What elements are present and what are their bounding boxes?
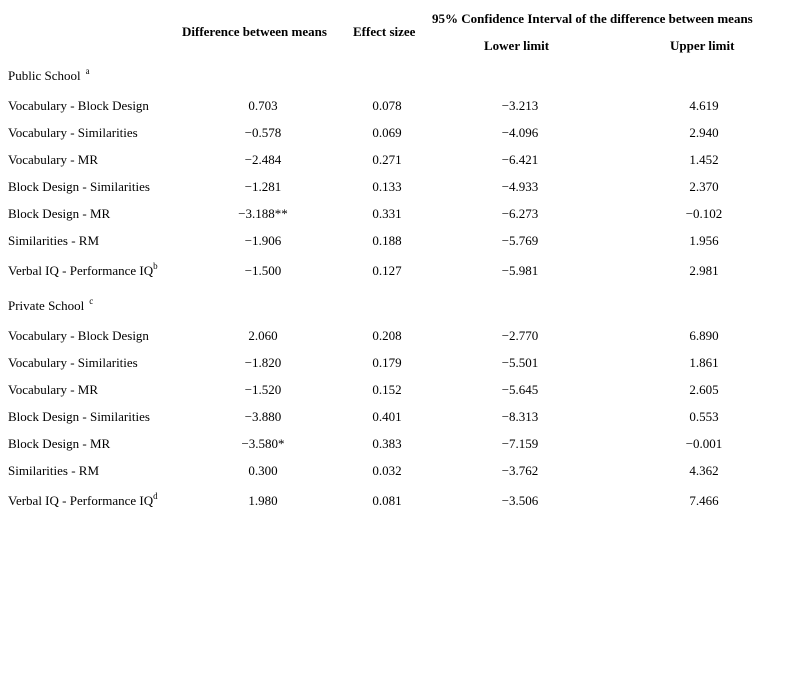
row-label-footnote: b <box>153 261 158 271</box>
row-label-text: Block Design - Similarities <box>8 409 150 424</box>
header-upper-limit: Upper limit <box>670 38 735 53</box>
row-label-text: Vocabulary - MR <box>8 152 99 167</box>
row-label-text: Block Design - Similarities <box>8 179 150 194</box>
effect-size-cell: 0.133 <box>372 179 402 194</box>
lower-limit-cell: −6.273 <box>501 206 539 221</box>
difference-cell: −1.281 <box>244 179 282 194</box>
table-row <box>0 407 801 427</box>
row-label-text: Block Design - MR <box>8 436 111 451</box>
upper-limit-cell: 0.553 <box>689 409 719 424</box>
row-label <box>8 150 98 170</box>
row-label-text: Verbal IQ - Performance IQ <box>8 493 154 508</box>
table-row <box>0 204 801 224</box>
upper-limit-cell: 4.619 <box>689 98 719 113</box>
upper-limit-cell: 1.452 <box>689 152 719 167</box>
table-row <box>0 380 801 400</box>
row-label-text: Vocabulary - MR <box>8 382 99 397</box>
lower-limit-cell: −8.313 <box>501 409 539 424</box>
section-title <box>8 68 90 84</box>
row-label-footnote: d <box>153 491 158 501</box>
table-row <box>0 150 801 170</box>
difference-cell: −0.578 <box>244 125 282 140</box>
row-label-text: Verbal IQ - Performance IQ <box>8 263 154 278</box>
upper-limit-cell: 7.466 <box>689 493 719 508</box>
upper-limit-cell: 2.940 <box>689 125 719 140</box>
row-label <box>8 204 110 224</box>
row-label <box>8 231 99 251</box>
effect-size-cell: 0.401 <box>372 409 402 424</box>
difference-cell: 0.703 <box>248 98 278 113</box>
effect-size-cell: 0.127 <box>372 263 402 278</box>
row-label <box>8 461 99 481</box>
difference-cell: −3.188** <box>238 206 288 221</box>
row-label-text: Vocabulary - Block Design <box>8 328 149 343</box>
upper-limit-cell: 6.890 <box>689 328 719 343</box>
table-row <box>0 96 801 116</box>
header-lower-limit: Lower limit <box>484 38 550 53</box>
table-row <box>0 434 801 454</box>
table-row <box>0 231 801 251</box>
row-label <box>8 96 149 116</box>
effect-size-cell: 0.152 <box>372 382 402 397</box>
lower-limit-cell: −4.096 <box>501 125 539 140</box>
row-label-text: Block Design - MR <box>8 206 111 221</box>
row-label-text: Vocabulary - Similarities <box>8 355 138 370</box>
row-label <box>8 177 150 197</box>
upper-limit-cell: −0.102 <box>685 206 723 221</box>
section-title-footnote: a <box>85 66 90 76</box>
effect-size-cell: 0.078 <box>372 98 402 113</box>
effect-size-cell: 0.271 <box>372 152 402 167</box>
table-row <box>0 177 801 197</box>
effect-size-cell: 0.081 <box>372 493 402 508</box>
lower-limit-cell: −5.501 <box>501 355 539 370</box>
upper-limit-cell: 2.370 <box>689 179 719 194</box>
lower-limit-cell: −4.933 <box>501 179 539 194</box>
lower-limit-cell: −7.159 <box>501 436 539 451</box>
section-title-footnote: c <box>89 296 94 306</box>
table-row <box>0 461 801 481</box>
effect-size-cell: 0.032 <box>372 463 402 478</box>
lower-limit-cell: −2.770 <box>501 328 539 343</box>
row-label <box>8 434 110 454</box>
effect-size-cell: 0.179 <box>372 355 402 370</box>
lower-limit-cell: −6.421 <box>501 152 539 167</box>
difference-cell: −1.906 <box>244 233 282 248</box>
row-label <box>8 353 138 373</box>
table-row <box>0 326 801 346</box>
table-row <box>0 123 801 143</box>
lower-limit-cell: −5.981 <box>501 263 539 278</box>
table-row <box>0 491 801 511</box>
row-label <box>8 123 138 143</box>
row-label-text: Vocabulary - Similarities <box>8 125 138 140</box>
lower-limit-cell: −5.769 <box>501 233 539 248</box>
effect-size-cell: 0.188 <box>372 233 402 248</box>
row-label <box>8 261 158 281</box>
upper-limit-cell: 4.362 <box>689 463 719 478</box>
row-label <box>8 326 149 346</box>
effect-size-cell: 0.331 <box>372 206 402 221</box>
section-title-text: Private School <box>8 298 85 313</box>
row-label-text: Vocabulary - Block Design <box>8 98 149 113</box>
header-difference-between-means: Difference between means <box>182 24 327 39</box>
difference-cell: −1.520 <box>244 382 282 397</box>
lower-limit-cell: −5.645 <box>501 382 539 397</box>
lower-limit-cell: −3.506 <box>501 493 539 508</box>
row-label-text: Similarities - RM <box>8 233 99 248</box>
effect-size-cell: 0.208 <box>372 328 402 343</box>
upper-limit-cell: 1.956 <box>689 233 719 248</box>
effect-size-cell: 0.069 <box>372 125 402 140</box>
header-effect-size: Effect sizee <box>353 24 416 39</box>
difference-cell: −3.880 <box>244 409 282 424</box>
table-row <box>0 261 801 281</box>
section-title <box>8 298 93 314</box>
section-title-text: Public School <box>8 68 81 83</box>
difference-cell: 2.060 <box>248 328 278 343</box>
row-label <box>8 491 158 511</box>
difference-cell: −1.500 <box>244 263 282 278</box>
row-label-text: Similarities - RM <box>8 463 99 478</box>
upper-limit-cell: 2.981 <box>689 263 719 278</box>
difference-cell: −3.580* <box>241 436 285 451</box>
difference-cell: −2.484 <box>244 152 282 167</box>
table-row <box>0 353 801 373</box>
effect-size-cell: 0.383 <box>372 436 402 451</box>
difference-cell: 0.300 <box>248 463 278 478</box>
upper-limit-cell: 2.605 <box>689 382 719 397</box>
upper-limit-cell: 1.861 <box>689 355 719 370</box>
lower-limit-cell: −3.213 <box>501 98 539 113</box>
row-label <box>8 407 150 427</box>
lower-limit-cell: −3.762 <box>501 463 539 478</box>
difference-cell: 1.980 <box>248 493 278 508</box>
difference-cell: −1.820 <box>244 355 282 370</box>
row-label <box>8 380 98 400</box>
upper-limit-cell: −0.001 <box>685 436 723 451</box>
header-confidence-interval: 95% Confidence Interval of the difference between means <box>432 11 753 26</box>
